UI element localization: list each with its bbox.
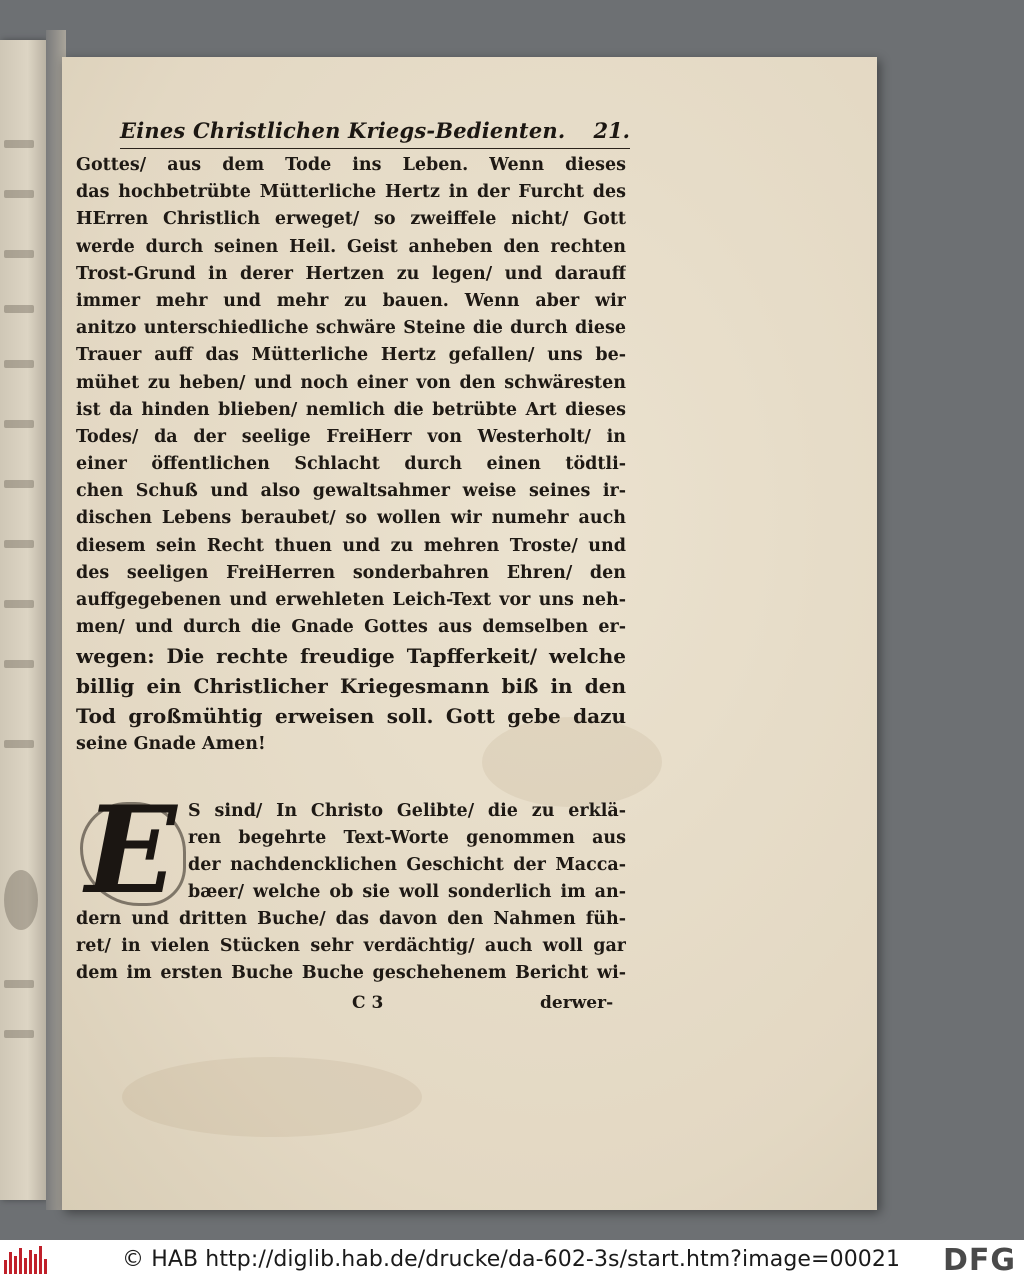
text-line: men/ und durch die Gnade Gottes aus demselben er- <box>76 617 626 638</box>
text-line: Trost-Grund in derer Hertzen zu legen/ und darauff <box>76 263 626 284</box>
text-line: billig ein Christlicher Kriegesmann biß in den <box>76 674 626 699</box>
text-line: Gottes/ aus dem Tode ins Leben. Wenn dieses <box>76 155 626 175</box>
body-paragraph <box>76 152 626 759</box>
text-line: bæer/ welche ob sie woll sonderlich im an- <box>188 882 626 902</box>
text-line: wegen: Die rechte freudige Tapfferkeit/ welche <box>76 644 626 669</box>
running-title: Eines Christlichen Kriegs-Bedienten. <box>120 118 566 143</box>
page-number: 21. <box>593 118 630 143</box>
text-line: Todes/ da der seelige FreiHerr von Westerholt/ in <box>76 426 626 447</box>
text-line: S sind/ In Christo Gelibte/ die zu erklä- <box>188 801 626 821</box>
text-line: Tod großmühtig erweisen soll. Gott gebe dazu <box>76 704 626 729</box>
text-line: seine Gnade Amen! <box>76 734 266 755</box>
left-page-edge <box>0 40 46 1200</box>
text-line: dern und dritten Buche/ das davon den Nahmen füh- <box>76 909 626 929</box>
text-line: ret/ in vielen Stücken sehr verdächtig/ auch woll gar <box>76 936 626 956</box>
text-line: Trauer auff das Mütterliche Hertz gefallen/ uns be- <box>76 345 626 366</box>
signature-mark: C 3 <box>352 993 384 1013</box>
hab-logo-icon <box>4 1246 48 1274</box>
text-line: diesem sein Recht thuen und zu mehren Troste/ und <box>76 535 626 556</box>
text-line: ren begehrte Text-Worte genommen aus <box>188 828 626 848</box>
text-line: werde durch seinen Heil. Geist anheben den rechten <box>76 236 626 257</box>
second-paragraph <box>76 780 626 1026</box>
text-line: ist da hinden blieben/ nemlich die betrübte Art dieses <box>76 399 626 420</box>
text-line: der nachdencklichen Geschicht der Macca- <box>188 855 626 875</box>
text-line: mühet zu heben/ und noch einer von den schwäresten <box>76 372 626 393</box>
text-line: auffgegebenen und erwehleten Leich-Text vor uns neh- <box>76 590 626 610</box>
text-line: einer öffentlichen Schlacht durch einen tödtli- <box>76 454 626 475</box>
text-line: des seeligen FreiHerren sonderbahren Ehren/ den <box>76 562 626 583</box>
catchword: derwer- <box>540 993 614 1013</box>
text-line: chen Schuß und also gewaltsahmer weise seines ir- <box>76 481 626 502</box>
decorated-initial: E <box>85 780 177 921</box>
text-line: immer mehr und mehr zu bauen. Wenn aber wir <box>76 290 626 311</box>
copyright-link[interactable]: © HAB http://diglib.hab.de/drucke/da-602-3s/start.htm?image=00021 <box>122 1247 901 1272</box>
running-header <box>120 116 630 149</box>
text-line: anitzo unterschiedliche schwäre Steine die durch diese <box>76 318 626 339</box>
text-line: dischen Lebens beraubet/ so wollen wir numehr auch <box>76 508 626 529</box>
dfg-logo: DFG <box>942 1243 1016 1278</box>
text-line: dem im ersten Buche Buche geschehenem Bericht wi- <box>76 963 626 983</box>
text-line: HErren Christlich erweget/ so zweiffele nicht/ Gott <box>76 209 626 230</box>
text-line: das hochbetrübte Mütterliche Hertz in der Furcht des <box>76 182 626 203</box>
footer-bar <box>0 1240 1024 1280</box>
